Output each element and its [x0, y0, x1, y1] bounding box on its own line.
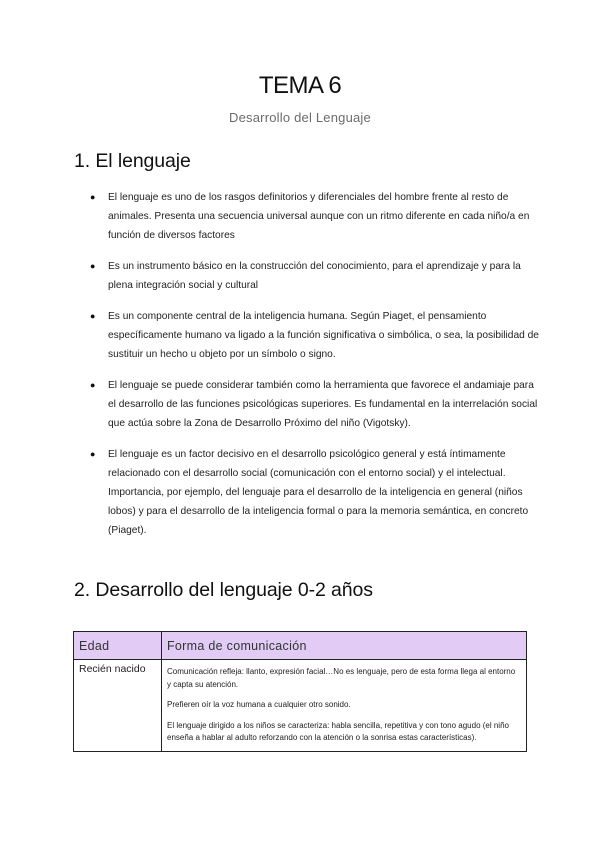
bullet-icon: ● [90, 311, 96, 321]
list-item-text: El lenguaje es uno de los rasgos definitorios y diferenciales del hombre frente al resto de animales. Presenta una secuencia universal aunque con un ritmo diferente en cada niño/a en función de diversos factores [108, 192, 530, 241]
list-item-text: El lenguaje es un factor decisivo en el desarrollo psicológico general y está íntimamente relacionado con el desarrollo social (comunicación con el entorno social) y el intelectual. Importancia, por ejemplo, del lenguaje para el desarrollo de la inteligencia en general (niños lobos) y para el desarrollo de la inteligencia formal o para la memoria semántica, en concreto (Piaget). [108, 449, 529, 536]
bullet-list [90, 188, 540, 552]
list-item [90, 445, 540, 540]
list-item [90, 376, 540, 433]
development-table [73, 631, 527, 752]
bullet-icon: ● [90, 380, 96, 390]
cell-paragraph: El lenguaje dirigido a los niños se caracteriza: habla sencilla, repetitiva y con tono agudo (el niño enseña a hablar al adulto reforzando con la atención o la sonrisa estas características). [167, 720, 509, 742]
list-item-text: Es un instrumento básico en la construcción del conocimiento, para el aprendizaje y para la plena integración social y cultural [108, 261, 521, 291]
table-header-row [74, 632, 527, 660]
age-cell: Recién nacido [74, 660, 162, 752]
cell-paragraph: Prefieren oír la voz humana a cualquier otro sonido. [167, 700, 351, 709]
section-heading-desarrollo: 2. Desarrollo del lenguaje 0-2 años [74, 579, 373, 601]
list-item [90, 188, 540, 245]
column-header-forma: Forma de comunicación [162, 632, 527, 660]
list-item-text: Es un componente central de la inteligencia humana. Según Piaget, el pensamiento específicamente humano va ligado a la función significativa o simbólica, o sea, la posibilidad de sustituir un hecho u objeto por un símbolo o signo. [108, 311, 539, 360]
communication-cell [162, 660, 527, 752]
document-title: TEMA 6 [258, 72, 342, 99]
bullet-icon: ● [90, 192, 96, 202]
list-item [90, 257, 540, 295]
bullet-icon: ● [90, 261, 96, 271]
bullet-icon: ● [90, 449, 96, 459]
list-item-text: El lenguaje se puede considerar también como la herramienta que favorece el andamiaje para el desarrollo de las funciones psicológicas superiores. Es fundamental en la interrelación social que actúa sobre la Zona de Desarrollo Próximo del niño (Vigotsky). [108, 380, 538, 429]
section-heading-lenguaje: 1. El lenguaje [74, 150, 191, 172]
cell-paragraph: Comunicación refleja: llanto, expresión facial…No es lenguaje, pero de esta forma llega al entorno y capta su atención. [167, 667, 516, 689]
table-row [74, 660, 527, 752]
list-item [90, 307, 540, 364]
document-subtitle: Desarrollo del Lenguaje [229, 110, 371, 125]
column-header-edad: Edad [74, 632, 162, 660]
